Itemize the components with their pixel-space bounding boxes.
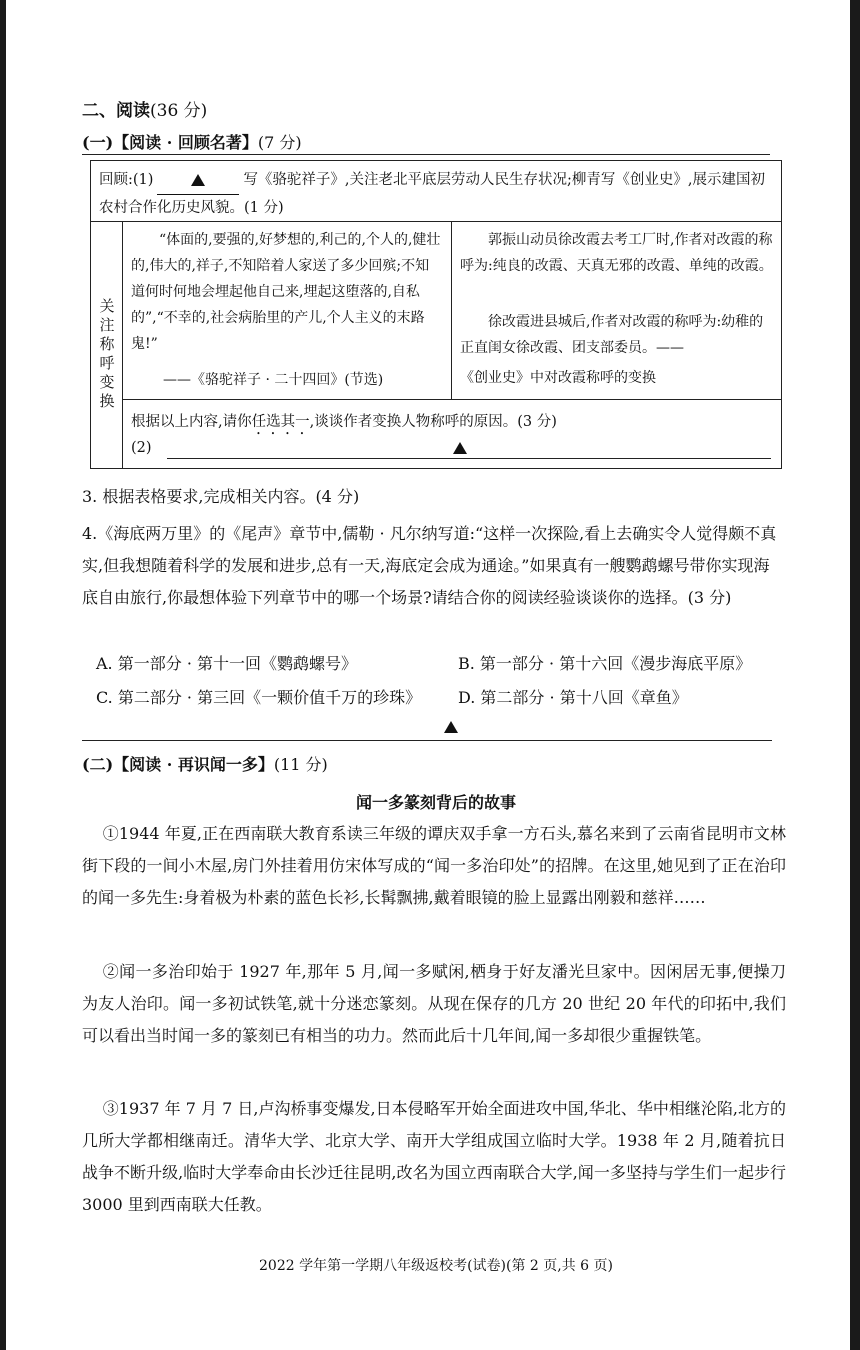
reason-q-emphasis: 任选其一 [251,414,310,430]
page-footer: 2022 学年第一学期八年级返校考(试卷)(第 2 页,共 6 页) [259,1258,613,1274]
answer-line-4[interactable] [82,740,772,741]
question-3: 3. 根据表格要求,完成相关内容。(4 分) [82,487,360,506]
part2-heading [82,752,328,775]
part1-divider [82,154,770,155]
side-label: 关注称呼变换 [99,297,115,410]
camel-xiangzi-source: ——《骆驼祥子 · 二十四回》(节选) [163,372,384,388]
question-4: 4.《海底两万里》的《尾声》章节中,儒勒 · 凡尔纳写道:“这样一次探险,看上去确实令人觉得颇不真实,但我想随着科学的发展和进步,总有一天,海底定会成为通途。”如果真有一艘鹦鹉螺号带你实现海底自由旅行,你最想体验下列章节中的哪一个场景?请结合你的阅读经验谈谈你的选择。(3 分) [82,524,777,607]
part2-heading-text: (二)【阅读 · 再识闻一多】 [82,755,274,774]
triangle-marker-icon [444,721,458,733]
section-score: (36 分) [150,101,208,121]
part2-score: (11 分) [273,755,328,774]
review-question [99,167,769,222]
option-a: A. 第一部分 · 第十一回《鹦鹉螺号》 [96,654,357,673]
triangle-marker-icon [453,442,467,454]
article-paragraph-2: ②闻一多治印始于 1927 年,那年 5 月,闻一多赋闲,栖身于好友潘光旦家中。因闲居无事,便操刀为友人治印。闻一多初试铁笔,就十分迷恋篆刻。从现在保存的几方 20 世纪 20 年代的印拓中,我们可以看出当时闻一多的篆刻已有相当的功力。然而此后十几年间,闻一多却很少重握铁笔。 [82,962,786,1045]
part1-score: (7 分) [257,133,302,152]
chuangye-para-1: 郭振山动员徐改霞去考工厂时,作者对改霞的称呼为:纯良的改霞、天真无邪的改霞、单纯的改霞。 [460,232,773,274]
table-row-review [91,161,781,222]
part1-heading [82,130,302,153]
cell-chuangye-shi [452,221,781,400]
answer-blank-1[interactable] [157,167,239,195]
option-c: C. 第二部分 · 第三回《一颗价值千万的珍珠》 [96,688,422,707]
option-d: D. 第二部分 · 第十八回《章鱼》 [458,688,688,707]
answer-label-2: (2) [131,440,152,456]
review-table [90,160,782,469]
chuangye-para-2: 徐改霞进县城后,作者对改霞的称呼为:幼稚的正直闺女徐改霞、团支部委员。—— [460,314,764,356]
side-label-cell [91,221,123,468]
reason-question [131,410,557,438]
part1-heading-text: (一)【阅读 · 回顾名著】 [82,133,258,152]
triangle-marker-icon [191,174,205,186]
camel-xiangzi-excerpt: “体面的,要强的,好梦想的,利己的,个人的,健壮的,伟大的,祥子,不知陪着人家送了多少回殡;不知道何时何地会埋起他自己来,埋起这堕落的,自私的”,“不幸的,社会病胎里的产儿,个人主义的末路鬼!” [131,232,441,352]
answer-line-2[interactable] [167,458,771,459]
cell-camel-xiangzi [123,221,452,400]
article-paragraph-3: ③1937 年 7 月 7 日,卢沟桥事变爆发,日本侵略军开始全面进攻中国,华北、华中相继沦陷,北方的几所大学都相继南迁。清华大学、北京大学、南开大学组成国立临时大学。1938 年 2 月,随着抗日战争不断升级,临时大学奉命由长沙迁往昆明,改名为国立西南联合大学,闻一多坚持与学生们一起步行 3000 里到西南联大任教。 [82,1099,786,1214]
reason-q-before: 根据以上内容,请你 [131,414,252,430]
review-text: 写《骆驼祥子》,关注老北平底层劳动人民生存状况;柳青写《创业史》,展示建国初农村合作化历史风貌。(1 分) [99,172,766,216]
review-prefix: 回顾:(1) [99,172,154,188]
option-b: B. 第一部分 · 第十六回《漫步海底平原》 [458,654,752,673]
article-title: 闻一多篆刻背后的故事 [355,793,516,812]
article-paragraph-1: ①1944 年夏,正在西南联大教育系读三年级的谭庆双手拿一方石头,慕名来到了云南省昆明市文林街下段的一间小木屋,房门外挂着用仿宋体写成的“闻一多治印处”的招牌。在这里,她见到了正在治印的闻一多先生:身着极为朴素的蓝色长衫,长髯飘拂,戴着眼镜的脸上显露出刚毅和慈祥…… [82,824,786,907]
section-title [82,96,207,121]
reason-q-after: ,谈谈作者变换人物称呼的原因。(3 分) [309,414,557,430]
chuangye-para-3: 《创业史》中对改霞称呼的变换 [460,370,656,386]
section-title-text: 二、阅读 [82,101,150,121]
table-row-question [123,400,781,468]
